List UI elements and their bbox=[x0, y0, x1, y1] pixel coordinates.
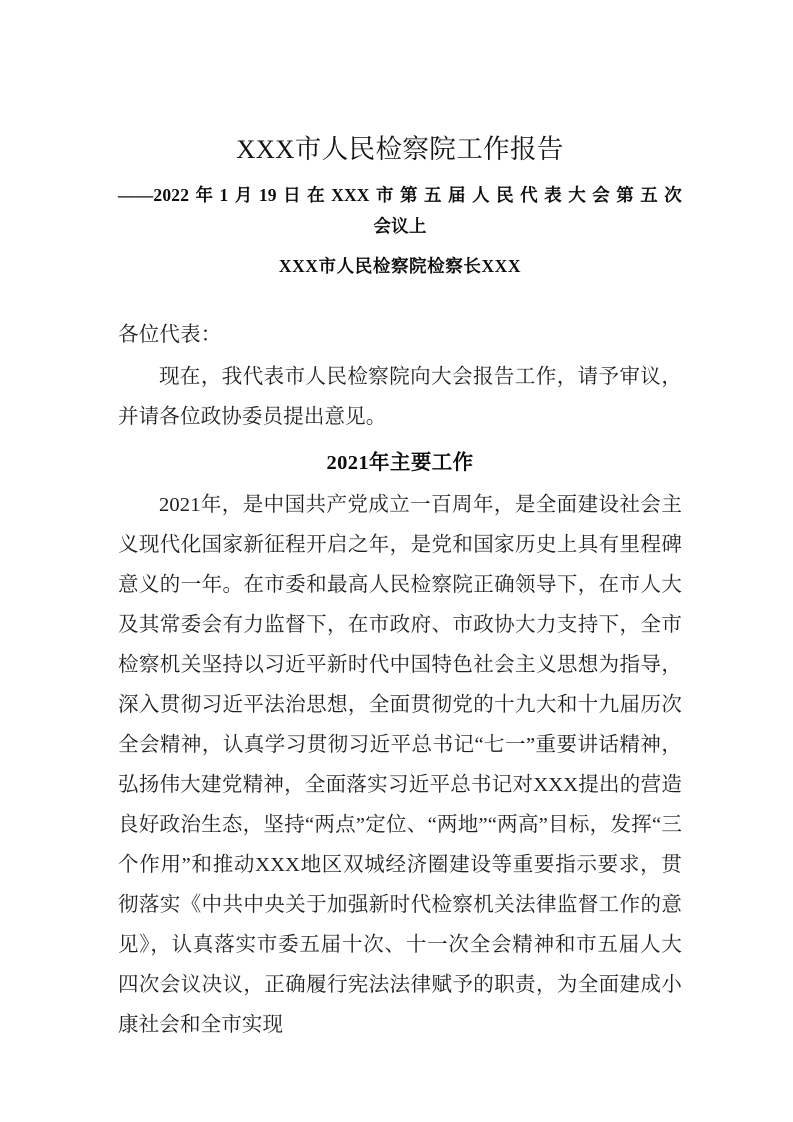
document-content-column bbox=[118, 0, 682, 1045]
document-byline: XXX市人民检察院检察长XXX bbox=[278, 256, 522, 276]
opening-paragraph: 现在，我代表市人民检察院向大会报告工作，请予审议，并请各位政协委员提出意见。 bbox=[118, 366, 682, 428]
document-subtitle-line-1: ——2022年1月19日在XXX市第五届人民代表大会第五次 bbox=[118, 185, 682, 205]
document-title: XXX市人民检察院工作报告 bbox=[236, 134, 564, 164]
salutation: 各位代表： bbox=[118, 324, 222, 346]
document-subtitle bbox=[118, 166, 682, 242]
section-heading-2021-main-work: 2021年主要工作 bbox=[326, 452, 474, 474]
document-subtitle-line-2: 会议上 bbox=[373, 216, 427, 236]
main-body-paragraph: 2021年，是中国共产党成立一百周年，是全面建设社会主义现代化国家新征程开启之年，是党和国家历史上具有里程碑意义的一年。在市委和最高人民检察院正确领导下，在市人大及其常委会有力监督下，在市政府、市政协大力支持下，全市检察机关坚持以习近平新时代中国特色社会主义思想为指导，深入贯彻习近平法治思想，全面贯彻党的十九大和十九届历次全会精神，认真学习贯彻习近平总书记“七一”重要讲话精神，弘扬伟大建党精神，全面落实习近平总书记对XXX提出的营造良好政治生态，坚持“两点”定位、“两地”“两高”目标，发挥“三个作用”和推动XXX地区双城经济圈建设等重要指示要求，贯彻落实《中共中央关于加强新时代检察机关法律监督工作的意见》，认真落实市委五届十次、十一次全会精神和市五届人大四次会议决议，正确履行宪法法律赋予的职责，为全面建成小康社会和全市实现 bbox=[118, 494, 682, 1036]
